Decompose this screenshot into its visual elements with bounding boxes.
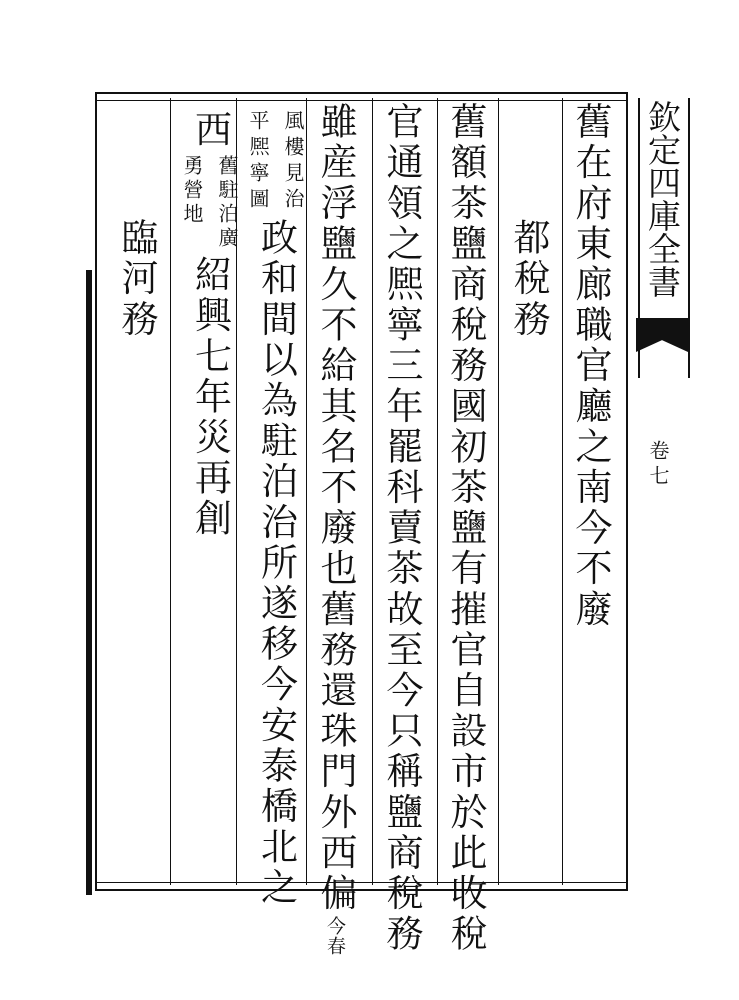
frame-inner-top-rule [97,100,626,101]
text-column-7 [178,110,242,539]
page-frame [95,92,628,891]
text-column-6-note [244,110,308,214]
text-column-6-note-right: 風樓見治 [281,110,305,214]
left-margin-bar [86,270,92,895]
text-column-2-heading: 都稅務 [507,218,550,340]
text-column-6-note-left: 平熈寧圖 [246,110,270,214]
text-column-8-heading: 臨河務 [115,218,158,340]
text-column-7-main: 紹興七年災再創 [188,254,232,539]
column-rule [437,98,438,885]
text-column-6-main: 政和間以為駐泊治所遂移今安泰橋北之 [254,218,298,909]
text-column-1: 舊在府東廊職官廳之南今不廢 [569,102,612,630]
text-column-7-note-left: 勇營地 [180,154,204,227]
text-column-5-main: 雖産浮鹽久不給其名不廢也舊務還珠門外西偏 [314,102,357,914]
text-column-5 [314,102,357,956]
column-rule [170,98,171,885]
text-column-7-head: 西 [188,110,232,151]
text-column-7-note-right: 舊駐泊廣 [215,154,239,251]
column-rule [372,98,373,885]
text-column-6 [244,110,308,908]
frame-inner-bottom-rule [97,882,626,883]
text-column-5-note: 今春 [324,916,346,956]
text-column-3: 舊額茶鹽商稅務國初茶鹽有摧官自設市於此收稅 [444,102,487,955]
text-column-4: 官通領之熈寧三年罷科賣茶故至今只稱鹽商稅務 [380,102,423,955]
text-column-7-note [178,155,242,251]
column-rule [562,98,563,885]
column-rule [498,98,499,885]
book-title: 欽定四庫全書 [643,100,682,298]
juan-number: 卷七 [646,440,670,490]
